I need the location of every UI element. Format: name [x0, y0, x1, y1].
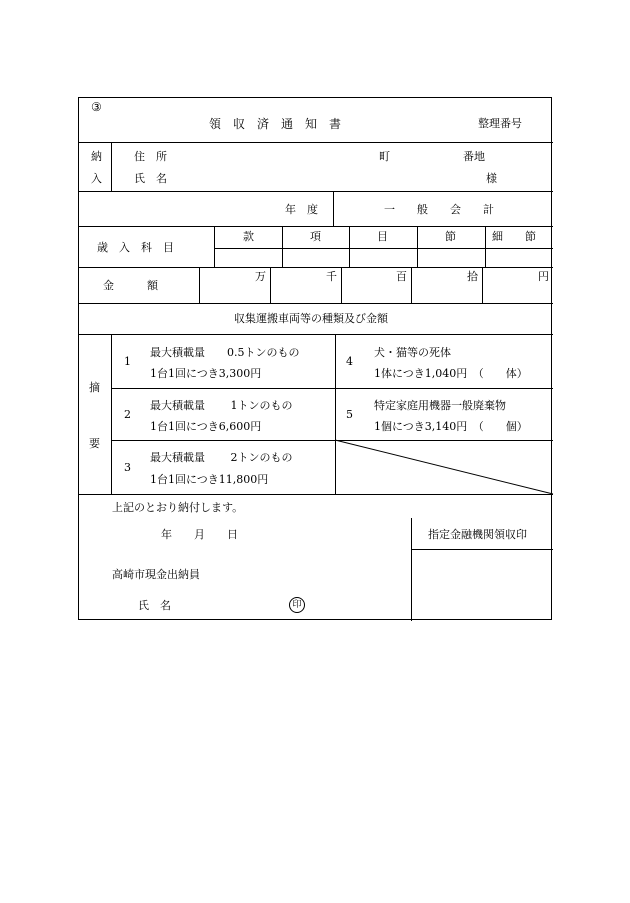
payer-label-top: 納 [91, 150, 102, 163]
cashier-label: 高崎市現金出納員 [112, 568, 200, 581]
honorific-label: 様 [486, 172, 497, 185]
cashier-name-label: 氏 名 [138, 599, 171, 612]
budget-col-setsu: 節 [445, 230, 456, 243]
receipt-form [78, 97, 552, 620]
revenue-category-label: 歳 入 科 目 [97, 241, 174, 254]
seal-mark: 印 [289, 597, 305, 613]
lot-number-label: 番地 [463, 150, 485, 163]
budget-col-sai-setsu: 細 節 [492, 230, 536, 243]
fee-item-price: 1台1回につき11,800円 [150, 473, 269, 486]
budget-col-kou: 項 [310, 230, 321, 243]
fee-item-description: 最大積載量 1トンのもの [150, 399, 293, 412]
budget-col-moku: 目 [377, 230, 388, 243]
bank-stamp-label: 指定金融機関領収印 [428, 528, 527, 541]
town-label: 町 [379, 150, 390, 163]
fee-item-number: 1 [124, 355, 131, 368]
amount-unit-sen: 千 [326, 270, 337, 283]
fee-item-description: 最大積載量 2トンのもの [150, 451, 293, 464]
fee-item-number: 2 [124, 408, 131, 421]
fee-item-number: 3 [124, 461, 131, 474]
form-title: 領 収 済 通 知 書 [209, 117, 342, 131]
amount-unit-man: 万 [255, 270, 266, 283]
general-account-label: 一 般 会 計 [384, 203, 494, 216]
fee-item-description: 犬・猫等の死体 [374, 346, 451, 359]
fee-item-price: 1台1回につき3,300円 [150, 367, 262, 380]
summary-label-top: 摘 [89, 381, 100, 394]
reference-number-label: 整理番号 [478, 117, 522, 130]
address-label: 住 所 [134, 150, 167, 163]
fee-item-price: 1体につき1,040円 （ 体） [374, 367, 528, 380]
fiscal-year-label: 年 度 [285, 203, 318, 216]
fee-item-number: 5 [346, 408, 353, 421]
budget-col-kan: 款 [243, 230, 254, 243]
summary-heading: 収集運搬車両等の種類及び金額 [234, 312, 388, 325]
amount-unit-hyaku: 百 [396, 270, 407, 283]
name-label: 氏 名 [134, 172, 167, 185]
fee-item-description: 特定家庭用機器一般廃棄物 [374, 399, 506, 412]
fee-item-price: 1個につき3,140円 （ 個） [374, 420, 528, 433]
payer-label-bottom: 入 [91, 172, 102, 185]
amount-label: 金 額 [103, 279, 158, 292]
fee-item-description: 最大積載量 0.5トンのもの [150, 346, 300, 359]
form-number-marker: ③ [91, 100, 102, 114]
fee-item-number: 4 [346, 355, 353, 368]
payment-date: 年 月 日 [161, 528, 238, 541]
amount-unit-juu: 拾 [467, 270, 478, 283]
amount-unit-en: 円 [538, 270, 549, 283]
fee-item-price: 1台1回につき6,600円 [150, 420, 262, 433]
summary-label-bottom: 要 [89, 437, 100, 450]
payment-statement: 上記のとおり納付します。 [112, 501, 244, 514]
